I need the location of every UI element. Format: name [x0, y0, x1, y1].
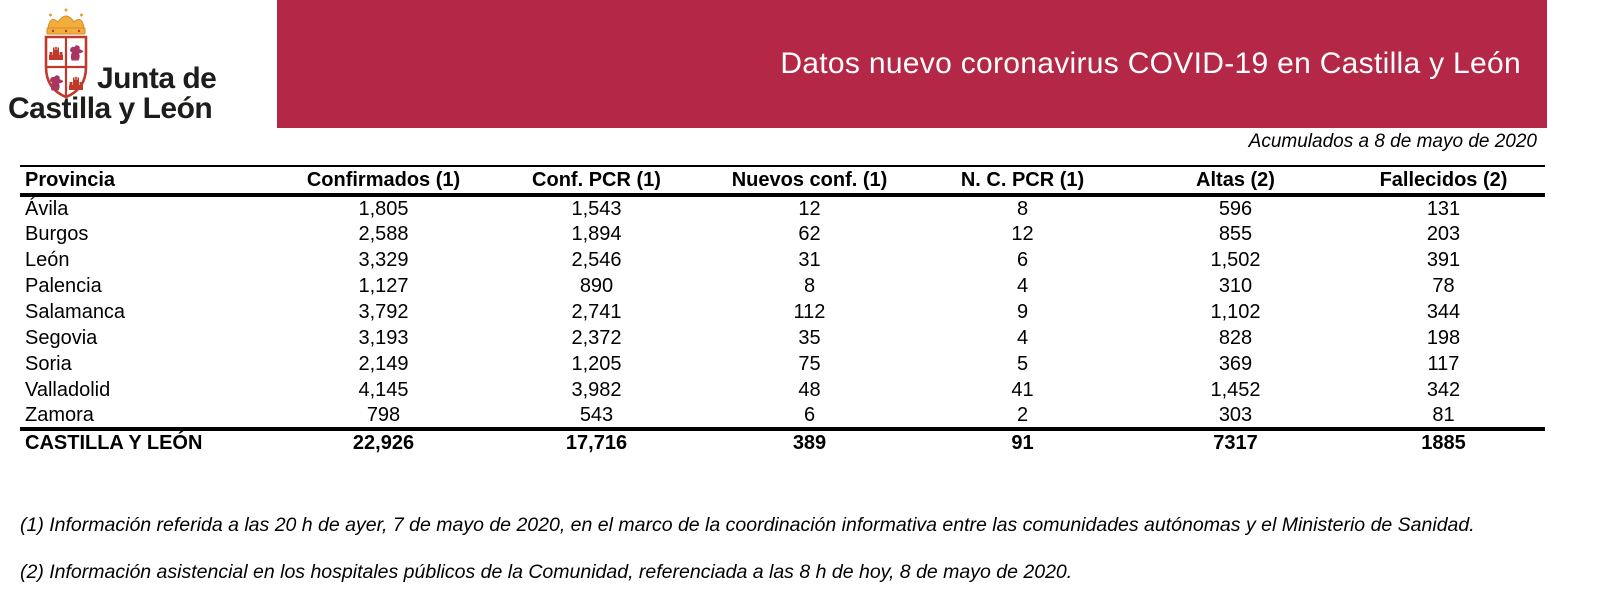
- cell: 48: [798, 378, 821, 401]
- cell: 117: [1427, 352, 1460, 375]
- cell: 3,193: [358, 326, 409, 349]
- cell: 8: [1016, 197, 1029, 220]
- cell: 1,127: [358, 274, 409, 297]
- cell: 798: [366, 403, 401, 426]
- cell: 203: [1426, 222, 1461, 245]
- table-row: [20, 325, 1545, 351]
- total-cell: CASTILLA Y LEÓN: [25, 432, 203, 454]
- footnote-1: (1) Información referida a las 20 h de ayer, 7 de mayo de 2020, en el marco de la coordinación informativa entre las comunidades autónomas y el Ministerio de Sanidad.: [20, 514, 1475, 536]
- cell: 2,588: [358, 222, 409, 245]
- cell: 2,149: [358, 352, 409, 375]
- cell: 31: [798, 248, 821, 271]
- cell: Segovia: [25, 326, 98, 349]
- cell: 4,145: [358, 378, 409, 401]
- cell: 543: [579, 403, 614, 426]
- cell: 81: [1432, 403, 1455, 426]
- cell: 41: [1011, 378, 1034, 401]
- accumulated-date-note: Acumulados a 8 de mayo de 2020: [1248, 131, 1537, 152]
- cell: 1,102: [1210, 300, 1261, 323]
- cell: 855: [1218, 222, 1253, 245]
- cell: 12: [1011, 222, 1034, 245]
- cell: 303: [1218, 403, 1253, 426]
- cell: 35: [798, 326, 821, 349]
- cell: 1,894: [571, 222, 622, 245]
- table-body: [20, 195, 1545, 429]
- cell: León: [25, 248, 70, 271]
- column-header: Fallecidos (2): [1379, 168, 1508, 191]
- page-title: Datos nuevo coronavirus COVID-19 en Castilla y León: [780, 47, 1521, 80]
- table-row: [20, 195, 1545, 221]
- cell: 112: [793, 300, 826, 323]
- cell: 1,452: [1210, 378, 1261, 401]
- cell: 890: [579, 274, 614, 297]
- cell: 5: [1016, 352, 1029, 375]
- cell: 2,546: [571, 248, 622, 271]
- column-header: Conf. PCR (1): [532, 168, 661, 191]
- cell: Palencia: [25, 274, 102, 297]
- shield-icon: [46, 37, 86, 97]
- cell: 1,502: [1210, 248, 1261, 271]
- total-cell: 389: [792, 432, 827, 454]
- cell: Soria: [25, 352, 72, 375]
- title-banner: [277, 0, 1547, 128]
- cell: 1,543: [571, 197, 622, 220]
- cell: 3,792: [358, 300, 409, 323]
- cell: 2,372: [571, 326, 622, 349]
- cell: 6: [1016, 248, 1029, 271]
- total-cell: 1885: [1421, 432, 1466, 454]
- cell: 828: [1218, 326, 1253, 349]
- footnotes: [20, 514, 1475, 604]
- logo-text-junta: Junta de: [97, 62, 217, 95]
- column-header: Provincia: [25, 168, 116, 191]
- footnote-2: (2) Información asistencial en los hospitales públicos de la Comunidad, referenciada a las 8 h de hoy, 8 de mayo de 2020.: [20, 561, 1073, 583]
- total-cell: 91: [1011, 432, 1034, 454]
- cell: 2: [1016, 403, 1029, 426]
- cell: 342: [1426, 378, 1461, 401]
- table-row: [20, 299, 1545, 325]
- cell: 4: [1016, 274, 1029, 297]
- cell: 62: [798, 222, 821, 245]
- cell: 75: [798, 352, 821, 375]
- cell: 391: [1426, 248, 1461, 271]
- table-row: [20, 403, 1545, 429]
- total-cell: 17,716: [565, 432, 628, 454]
- cell: Valladolid: [25, 378, 111, 401]
- table-row: [20, 221, 1545, 247]
- table-row: [20, 377, 1545, 403]
- cell: 198: [1426, 326, 1461, 349]
- cell: 6: [803, 403, 816, 426]
- cell: 9: [1016, 300, 1029, 323]
- cell: 78: [1432, 274, 1455, 297]
- column-header: N. C. PCR (1): [960, 168, 1085, 191]
- table-row: [20, 273, 1545, 299]
- cell: 2,741: [571, 300, 622, 323]
- cell: 310: [1218, 274, 1253, 297]
- junta-logo: [0, 0, 270, 130]
- table-row: [20, 351, 1545, 377]
- cell: 8: [803, 274, 816, 297]
- total-row: [20, 429, 1545, 456]
- crown-icon: [47, 9, 85, 35]
- cell: 12: [798, 197, 821, 220]
- cell: Salamanca: [25, 300, 126, 323]
- cell: Burgos: [25, 222, 89, 245]
- column-header: Nuevos conf. (1): [731, 168, 888, 191]
- cell: 3,329: [358, 248, 409, 271]
- cell: 344: [1426, 300, 1461, 323]
- cell: 131: [1426, 197, 1461, 220]
- cell: Zamora: [25, 403, 94, 426]
- cell: 369: [1218, 352, 1253, 375]
- logo-text-castilla: Castilla y León: [8, 92, 213, 125]
- column-header: Confirmados (1): [306, 168, 461, 191]
- cell: Ávila: [25, 197, 69, 220]
- header-row: [20, 166, 1545, 195]
- cell: 4: [1016, 326, 1029, 349]
- covid-data-table: [20, 165, 1545, 456]
- total-cell: 22,926: [352, 432, 415, 454]
- cell: 3,982: [571, 378, 622, 401]
- total-cell: 7317: [1213, 432, 1258, 454]
- table-row: [20, 247, 1545, 273]
- cell: 596: [1218, 197, 1253, 220]
- coat-of-arms-icon: [36, 5, 96, 101]
- cell: 1,805: [358, 197, 409, 220]
- cell: 1,205: [571, 352, 622, 375]
- column-header: Altas (2): [1196, 168, 1275, 191]
